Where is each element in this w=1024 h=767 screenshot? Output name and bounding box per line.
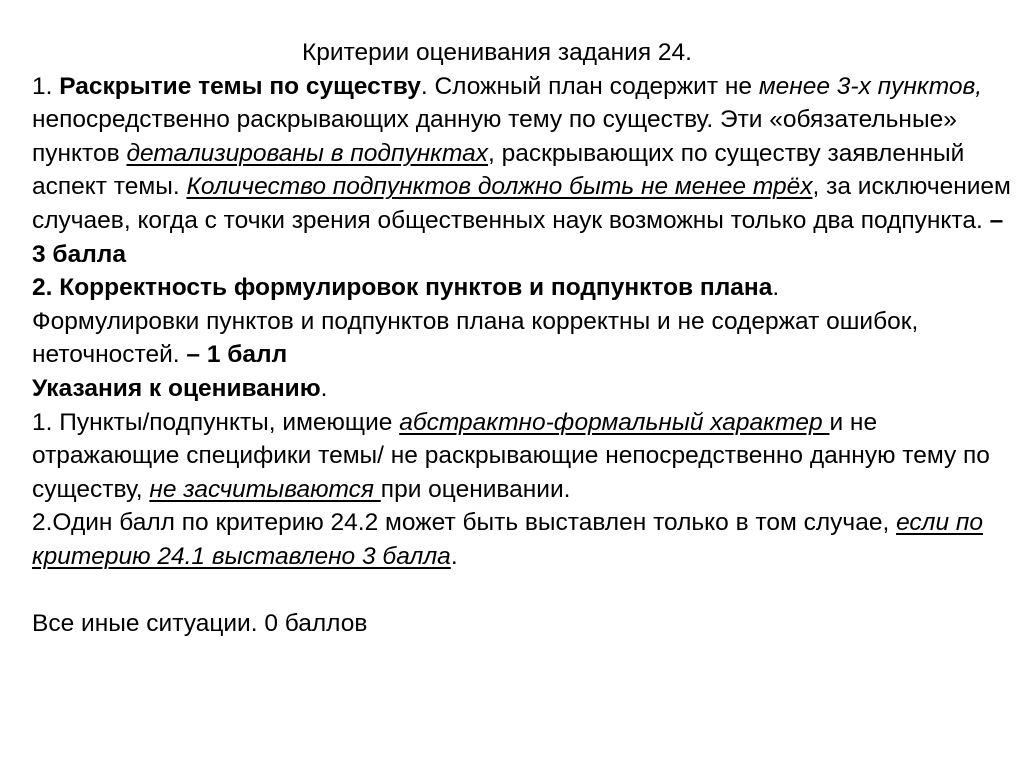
slide-title: Критерии оценивания задания 24.	[302, 39, 692, 66]
guideline-1-text-c: при оценивании.	[380, 475, 571, 503]
criterion-1-heading: Раскрытие темы по существу	[59, 72, 421, 100]
guideline-1-text-b: и не отражающие специфики темы/ не раскрывающие непосредственно данную тему по существу,	[32, 408, 990, 503]
criterion-1-text-2: непосредственно раскрывающих данную тему по существу. Эти «обязательные» пунктов	[32, 106, 957, 167]
criterion-1-underlined-count: Количество подпунктов должно быть не менее трёх	[186, 173, 813, 201]
criterion-1-text-3: , раскрывающих по существу заявленный аспект темы.	[32, 139, 965, 201]
criterion-1-text-4: , за исключением случаев, когда с точки зрения общественных наук возможны только два подпункта.	[32, 173, 1011, 234]
guidelines-heading-line	[32, 372, 1022, 406]
criterion-1-text-1: . Сложный план содержит не	[420, 72, 759, 100]
criterion-2-text-1: .	[772, 274, 780, 302]
guideline-1-underlined-not-counted: не засчитываются	[149, 475, 381, 503]
criterion-2-text-2: Формулировки пунктов и подпунктов плана корректны и не содержат ошибок, неточностей.	[32, 307, 919, 369]
guideline-1-text-a: 1. Пункты/подпункты, имеющие	[32, 408, 400, 436]
guideline-1-underlined-abstract: абстрактно-формальный характер	[399, 408, 830, 436]
criterion-2-score: – 1 балл	[186, 341, 288, 369]
slide	[32, 36, 1022, 641]
criterion-2-heading: 2. Корректность формулировок пунктов и подпунктов плана	[32, 274, 773, 302]
criterion-1-score: – 3 балла	[32, 206, 1004, 268]
criterion-1	[32, 70, 1022, 272]
guideline-2-text-a: 2.Один балл по критерию 24.2 может быть выставлен только в том случае,	[32, 509, 897, 537]
spacer	[32, 574, 1022, 608]
criterion-1-italic-points: менее 3-х пунктов,	[758, 72, 983, 100]
guideline-2-text-b: .	[450, 542, 458, 570]
criterion-1-number: 1.	[32, 72, 60, 100]
guidelines-heading-dot: .	[320, 374, 328, 402]
guideline-item-1	[32, 406, 1022, 507]
guidelines-heading: Указания к оцениванию	[32, 374, 321, 402]
criterion-2	[32, 271, 1022, 372]
guideline-2-underlined-condition: если по критерию 24.1 выставлено 3 балла	[32, 509, 984, 570]
footer-note: Все иные ситуации. 0 баллов	[32, 610, 368, 638]
guideline-item-2	[32, 506, 1022, 573]
criterion-1-underlined-subpoints: детализированы в подпунктах	[126, 139, 489, 167]
